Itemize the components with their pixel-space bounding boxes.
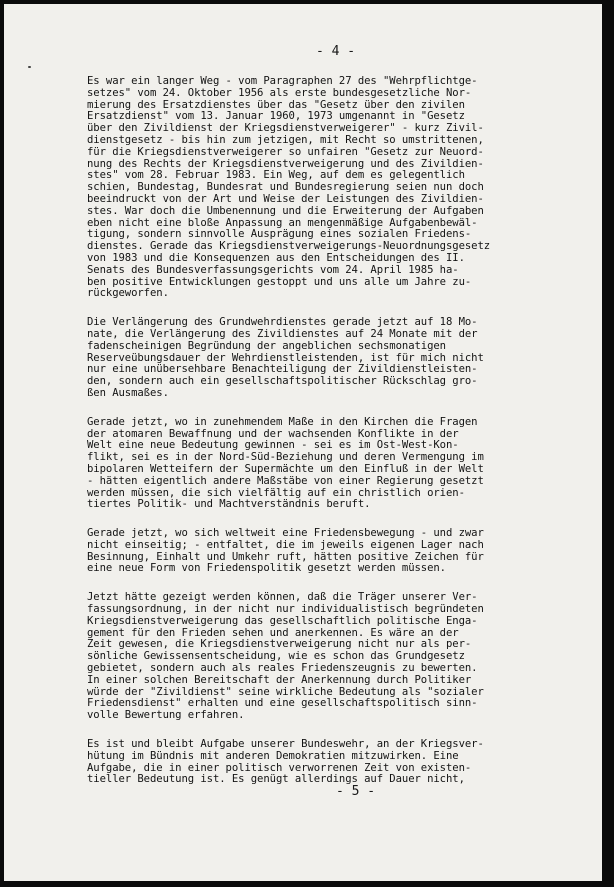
text-line: eine neue Form von Friedenspolitik gesetzt werden müssen. [87,562,446,575]
text-line: In einer solchen Bereitschaft der Anerkennung durch Politiker [87,673,472,686]
text-line: hütung im Bündnis mit anderen Demokratien mitzuwirken. Eine [87,749,459,762]
text-line: Die Verlängerung des Grundwehrdienstes gerade jetzt auf 18 Mo- [87,316,478,329]
text-line: flikt, sei es in der Nord-Süd-Beziehung und deren Vermengung im [87,451,484,464]
text-line: tigung, sondern sinnvolle Ausprägung eines sozialen Friedens- [87,228,472,241]
text-line: bipolaren Wetteifern der Supermächte um den Einfluß in der Welt [87,462,484,475]
text-line: Welt eine neue Bedeutung gewinnen - sei es im Ost-West-Kon- [87,439,459,452]
text-line: nur eine unübersehbare Benachteiligung der Zivildienstleisten- [87,363,478,376]
text-line: rückgeworfen. [87,287,169,300]
text-line: Zeit gewesen, die Kriegsdienstverweigerung nicht nur als per- [87,638,472,651]
text-line: gement für den Frieden sehen und anerkennen. Es wäre an der [87,626,459,639]
page-number-top: - 4 - [316,44,356,59]
text-line: Senats des Bundesverfassungsgerichts vom 24. April 1985 ha- [87,263,459,276]
text-line: fassungsordnung, in der nicht nur individualistisch begründeten [87,603,484,616]
document-page [4,4,602,881]
text-line: volle Bewertung erfahren. [87,709,245,722]
text-line: nicht einseitig; - entfaltet, die im jeweils eigenen Lager nach [87,538,484,551]
text-line: der atomaren Bewaffnung und der wachsenden Konflikte in der [87,427,459,440]
text-line: für die Kriegsdienstverweigerer so unfairen "Gesetz zur Neuord- [87,145,484,158]
paragraph [87,528,587,575]
text-line: stes. War doch die Umbenennung und die Erweiterung der Aufgaben [87,204,484,217]
text-line: Es ist und bleibt Aufgabe unserer Bundeswehr, an der Kriegsver- [87,738,484,751]
text-line: Gerade jetzt, wo in zunehmendem Maße in den Kirchen die Fragen [87,415,478,428]
text-line: nung des Rechts der Kriegsdienstverweigerung und des Zivildien- [87,157,484,170]
text-line: Kriegsdienstverweigerung das gesellschaftlich politische Enga- [87,614,478,627]
text-line: Reserveübungsdauer der Wehrdienstleistenden, ist für mich nicht [87,351,484,364]
text-line: eben nicht eine bloße Anpassung an mengenmäßige Aufgabenbewäl- [87,216,478,229]
paragraph [87,417,587,511]
text-line: mierung des Ersatzdienstes über das "Gesetz über den zivilen [87,98,465,111]
text-line: - hätten eigentlich andere Maßstäbe von einer Regierung gesetzt [87,474,484,487]
text-line: werden müssen, die sich vielfältig auf ein christlich orien- [87,486,465,499]
paragraph [87,592,587,722]
text-line: Gerade jetzt, wo sich weltweit eine Friedensbewegung - und zwar [87,527,484,540]
text-line: Jetzt hätte gezeigt werden können, daß die Träger unserer Ver- [87,591,478,604]
text-line: ben positive Entwicklungen gestoppt und uns alle um Jahre zu- [87,275,472,288]
text-line: setzes" vom 24. Oktober 1956 als erste bundesgesetzliche Nor- [87,86,472,99]
text-line: stes" vom 28. Februar 1983. Ein Weg, auf dem es gelegentlich [87,169,465,182]
text-line: tieller Bedeutung ist. Es genügt allerdings auf Dauer nicht, [87,773,465,786]
text-line: gebietet, sondern auch als reales Friedenszeugnis zu bewerten. [87,662,478,675]
text-line: ßen Ausmaßes. [87,386,169,399]
paragraph [87,76,587,300]
text-line: schien, Bundestag, Bundesrat und Bundesregierung seien nun doch [87,181,484,194]
text-line: Aufgabe, die in einer politisch verworrenen Zeit von existen- [87,761,472,774]
paragraph [87,739,587,786]
text-line: den, sondern auch ein gesellschaftspolitischer Rückschlag gro- [87,375,478,388]
text-line: nate, die Verlängerung des Zivildienstes auf 24 Monate mit der [87,327,478,340]
text-line: Ersatzdienst" vom 13. Januar 1960, 1973 umgenannt in "Gesetz [87,110,465,123]
text-line: würde der "Zivildienst" seine wirkliche Bedeutung als "sozialer [87,685,484,698]
text-line: Besinnung, Einhalt und Umkehr ruft, hätten positive Zeichen für [87,550,484,563]
text-line: Es war ein langer Weg - vom Paragraphen 27 des "Wehrpflichtge- [87,75,478,87]
text-line: dienstes. Gerade das Kriegsdienstverweigerungs-Neuordnungsgesetz [87,240,491,253]
page-number-bottom: - 5 - [336,784,376,799]
paragraph [87,317,587,400]
text-line: beeindruckt von der Art und Weise der Leistungen des Zivildien- [87,192,484,205]
document-body [87,76,587,803]
text-line: tiertes Politik- und Machtverständnis beruft. [87,498,371,511]
text-line: von 1983 und die Konsequenzen aus den Entscheidungen des II. [87,251,465,264]
scan-speck [28,66,31,68]
text-line: dienstgesetz - bis hin zum jetzigen, mit Recht so umstrittenen, [87,133,484,146]
text-line: fadenscheinigen Begründung der angeblichen sechsmonatigen [87,339,446,352]
text-line: Friedensdienst" erhalten und eine gesellschaftspolitisch sinn- [87,697,478,710]
text-line: über den Zivildienst der Kriegsdienstverweigerer" - kurz Zivil- [87,122,484,135]
text-line: sönliche Gewissensentscheidung, wie es schon das Grundgesetz [87,650,465,663]
